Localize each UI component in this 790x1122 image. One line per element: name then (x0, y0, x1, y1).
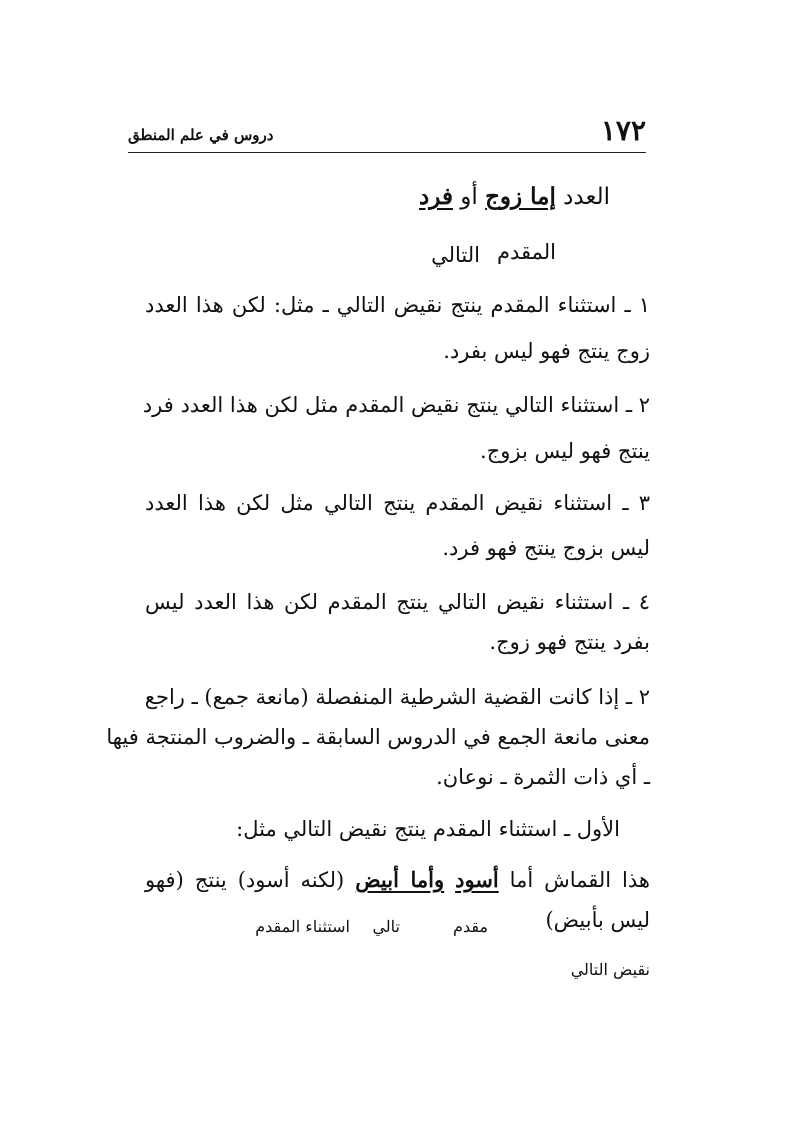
section-2-line-3: ـ أي ذات الثمرة ـ نوعان. (436, 765, 650, 789)
first-type-heading: الأول ـ استثناء المقدم ينتج نقيض التالي مثل: (236, 817, 620, 841)
label-antecedent: المقدم (496, 240, 556, 264)
item-3-line-1: ٣ ـ استثناء نقيض المقدم ينتج التالي مثل لكن هذا العدد (145, 491, 650, 515)
antecedent-black-underlined: أسود (455, 867, 499, 892)
section-2-line-2: معنى مانعة الجمع في الدروس السابقة ـ والضروب المنتجة فيها (106, 725, 650, 749)
item-4-line-2: بفرد ينتج فهو زوج. (489, 630, 650, 654)
consequent-underlined: فرد (419, 183, 453, 210)
item-1-line-2: زوج ينتج فهو ليس بفرد. (443, 339, 650, 363)
page-header (128, 112, 646, 153)
label-antecedent-2: مقدم (453, 917, 488, 936)
label-exception: استثناء المقدم (255, 917, 350, 936)
section-2-line-1: ٢ ـ إذا كانت القضية الشرطية المنفصلة (مانعة جمع) ـ راجع (144, 685, 650, 709)
page-number: ١٧٢ (600, 114, 646, 147)
item-2-line-1: ٢ ـ استثناء التالي ينتج نقيض المقدم مثل لكن هذا العدد فرد (142, 393, 650, 417)
item-4-line-1: ٤ ـ استثناء نقيض التالي ينتج المقدم لكن هذا العدد ليس (145, 590, 650, 614)
consequent-white-underlined: وأما أبيض (355, 867, 445, 892)
label-negation: نقيض التالي (570, 960, 650, 979)
item-2-line-2: ينتج فهو ليس بزوج. (480, 439, 650, 463)
antecedent-underlined: إما زوج (485, 183, 556, 210)
example-cloth-line-1: هذا القماش أما أسود وأما أبيض (لكنه أسود) ينتج (فهو (145, 867, 650, 892)
label-consequent-2: تالي (372, 917, 400, 936)
label-consequent: التالي (431, 243, 480, 267)
item-3-line-2: ليس بزوج ينتج فهو فرد. (442, 536, 650, 560)
running-title: دروس في علم المنطق (128, 126, 274, 144)
item-1-line-1: ١ ـ استثناء المقدم ينتج نقيض التالي ـ مثل: لكن هذا العدد (145, 293, 650, 317)
example-cloth-line-2: ليس بأبيض) (545, 908, 650, 932)
example-number-sentence: العدد إما زوج أو فرد (419, 183, 610, 210)
